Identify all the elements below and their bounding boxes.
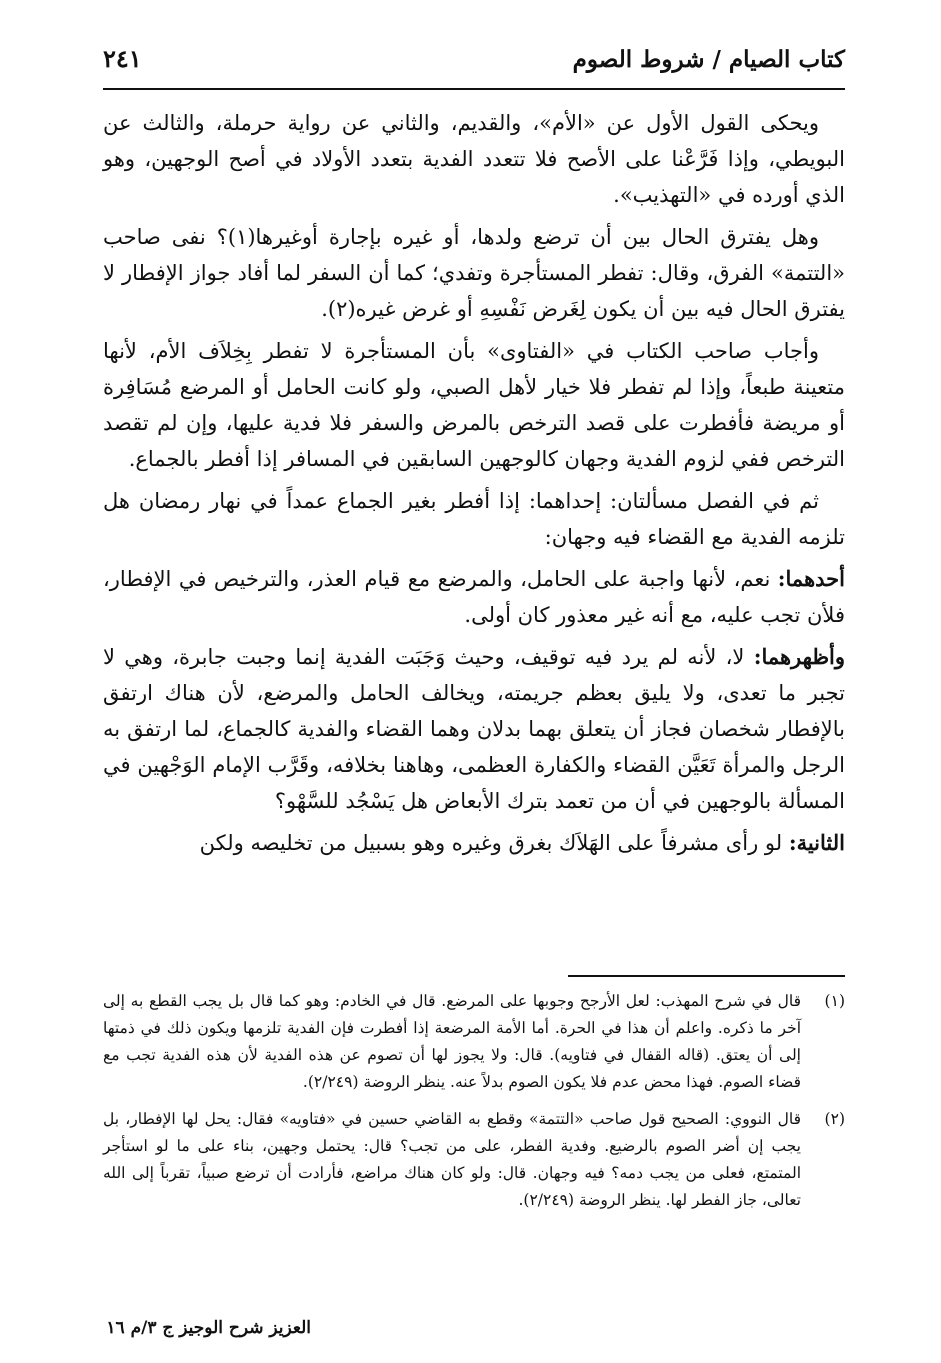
footnote: [103, 1106, 845, 1214]
footnote-text: قال في شرح المهذب: لعل الأرجح وجوبها على المرضع. قال في الخادم: وهو كما قال بل يجب القطع به إلى آخر ما ذكره. واعلم أن هذا في الحرة. أما الأمة المرضعة إذا أفطرت فإن الفدية تلزمها ويكون ذلك في ذمتها إلى أن يعتق. (قاله القفال في فتاويه). قال: ولا يجوز لها أن تصوم عن هذه الفدية لأن هذه الفدية تجب مع قضاء الصوم. فهذا محض عدم فلا يكون الصوم بدلاً عنه. ينظر الروضة (٢/٢٤٩).: [103, 992, 801, 1091]
paragraph-text: لو رأى مشرفاً على الهَلاَك بغرق وغيره وهو بسبيل من تخليصه ولكن: [199, 831, 783, 855]
header-divider: [103, 88, 845, 90]
paragraph: [103, 561, 845, 633]
footnote-number: (٢): [824, 1110, 845, 1128]
footnotes: [103, 988, 845, 1224]
paragraph-text: وهل يفترق الحال بين أن ترضع ولدها، أو غيره بإجارة أوغيرها(١)؟ نفى صاحب «التتمة» الفرق، وقال: تفطر المستأجرة وتفدي؛ كما أن السفر لما أفاد جواز الإفطار لا يفترق الحال فيه بين أن يكون لِغَرض نَفْسِهِ أو غرض غيره(٢).: [103, 225, 845, 321]
main-text: [103, 105, 845, 867]
paragraph-text: نعم، لأنها واجبة على الحامل، والمرضع مع قيام العذر، والترخيص في الإفطار، فلأن تجب عليه، مع أنه غير معذور كان أولى.: [103, 567, 845, 627]
header-title: كتاب الصيام / شروط الصوم: [572, 46, 845, 73]
paragraph-text: وأجاب صاحب الكتاب في «الفتاوى» بأن المستأجرة لا تفطر بِخِلاَف الأم، لأنها متعينة طبعاً، وإذا لم تفطر فلا خيار لأهل الصبي، ولو كانت الحامل أو المرضع مُسَافِرة أو مريضة فأفطرت على قصد الترخص بالمرض والسفر فلا فدية عليها، وإن لم تقصد الترخص ففي لزوم الفدية وجهان كالوجهين السابقين في المسافر إذا أفطر بالجماع.: [103, 339, 845, 471]
paragraph-lead: وأظهرهما:: [753, 644, 846, 669]
paragraph: [103, 105, 845, 213]
paragraph: [103, 483, 845, 555]
paragraph: [103, 219, 845, 327]
paragraph: [103, 639, 845, 819]
paragraph: [103, 333, 845, 477]
paragraph-text: ثم في الفصل مسألتان: إحداهما: إذا أفطر بغير الجماع عمداً في نهار رمضان هل تلزمه الفدية مع القضاء فيه وجهان:: [103, 489, 845, 549]
paragraph-text: لا، لأنه لم يرد فيه توقيف، وحيث وَجَبَت الفدية إنما وجبت جابرة، وهي لا تجبر ما تعدى، ولا يليق بعظم جريمته، ويخالف الحامل والمرضع، لأن هناك ارتفق بالإفطار شخصان فجاز أن يتعلق بهما بدلان وهما القضاء والفدية كالجماع، لما ارتفق به الرجل والمرأة تَعَيَّن القضاء والكفارة العظمى، وهاهنا بخلافه، وقَرَّب الإمام الوَجْهين في المسألة بالوجهين في أن من تعمد بترك الأبعاض هل يَسْجُد للسَّهْو؟: [103, 645, 845, 813]
volume-signature: العزيز شرح الوجيز ج ٣/م ١٦: [106, 1318, 311, 1338]
footnote-text: قال النووي: الصحيح قول صاحب «التتمة» وقطع به القاضي حسين في «فتاويه» فقال: يحل لها الإفطار، بل يجب إن أضر الصوم بالرضيع. وفدية الفطر، على من تجب؟ قال: يحتمل وجهين، بناء على ما لو استأجر المتمتع، فعلى من يجب دمه؟ فيه وجهان. قال: ولو كان هناك مراضع، فأرادت أن ترضع صبياً، تقرباً إلى الله تعالى، جاز الفطر لها. ينظر الروضة (٢/٢٤٩).: [103, 1110, 801, 1209]
paragraph: [103, 825, 845, 861]
footnote-divider: [568, 975, 845, 977]
paragraph-text: ويحكى القول الأول عن «الأم»، والقديم، والثاني عن رواية حرملة، والثالث عن البويطي، وإذا فَرَّعْنا على الأصح فلا تتعدد الفدية بتعدد الأولاد في أصح الوجهين، وهو الذي أورده في «التهذيب».: [103, 111, 845, 207]
paragraph-lead: أحدهما:: [777, 566, 845, 591]
paragraph-lead: الثانية:: [788, 830, 845, 855]
page-number: ٢٤١: [103, 44, 142, 73]
footnote-number: (١): [824, 992, 845, 1010]
running-header: [103, 36, 845, 86]
footnote: [103, 988, 845, 1096]
